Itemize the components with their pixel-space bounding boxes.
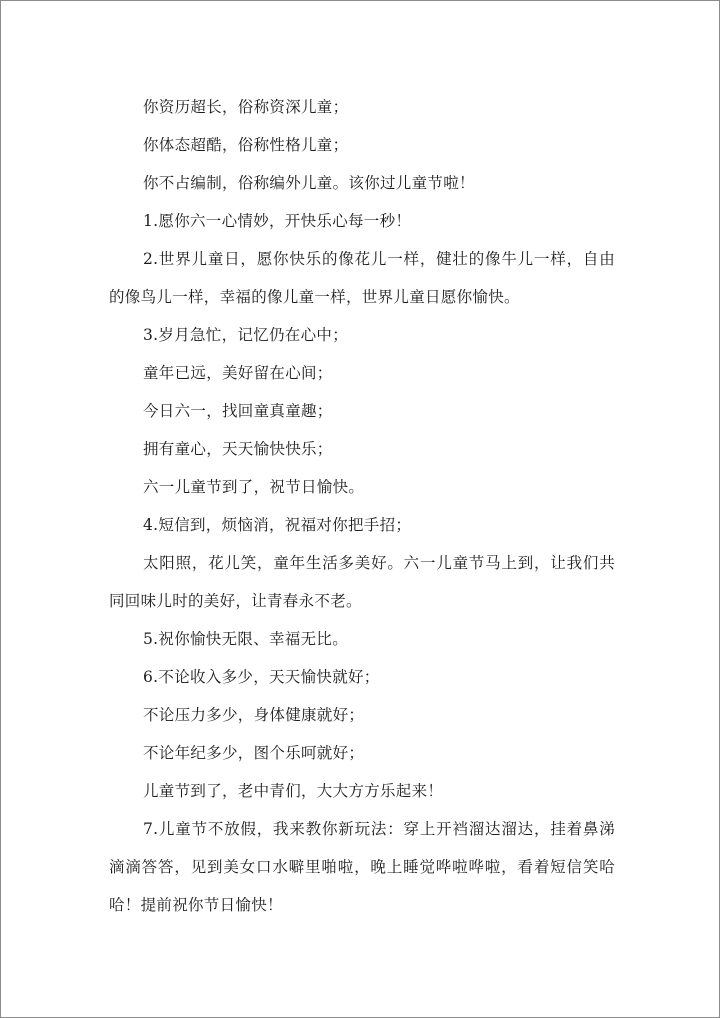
paragraph: 今日六一，找回童真童趣；	[143, 402, 333, 420]
paragraph: 5.祝你愉快无限、幸福无比。	[143, 630, 348, 648]
paragraph: 你体态超酷，俗称性格儿童；	[143, 136, 349, 154]
document-body	[109, 88, 615, 924]
paragraph: 6.不论收入多少，天天愉快就好；	[143, 668, 380, 686]
paragraph: 六一儿童节到了，祝节日愉快。	[143, 478, 365, 496]
paragraph: 不论压力多少，身体健康就好；	[143, 706, 365, 724]
paragraph: 你不占编制，俗称编外儿童。该你过儿童节啦！	[143, 174, 475, 192]
paragraph: 拥有童心，天天愉快快乐；	[143, 440, 333, 458]
paragraph: 1.愿你六一心情妙，开快乐心每一秒！	[143, 212, 412, 230]
paragraph: 儿童节到了，老中青们，大大方方乐起来！	[143, 782, 444, 800]
paragraph: 4.短信到，烦恼消，祝福对你把手招；	[143, 516, 412, 534]
paragraph: 2.世界儿童日，愿你快乐的像花儿一样，健壮的像牛儿一样，自由的像鸟儿一样，幸福的像儿童一样，世界儿童日愿你愉快。	[109, 250, 615, 306]
paragraph: 太阳照，花儿笑，童年生活多美好。六一儿童节马上到，让我们共同回味儿时的美好，让青春永不老。	[109, 554, 615, 610]
paragraph: 童年已远，美好留在心间；	[143, 364, 333, 382]
paragraph: 不论年纪多少，图个乐呵就好；	[143, 744, 365, 762]
paragraph: 7.儿童节不放假，我来教你新玩法：穿上开裆溜达溜达，挂着鼻涕滴滴答答，见到美女口水噼里啪啦，晚上睡觉哗啦哗啦，看着短信笑哈哈！提前祝你节日愉快！	[109, 820, 615, 914]
paragraph: 3.岁月急忙，记忆仍在心中；	[143, 326, 348, 344]
paragraph: 你资历超长，俗称资深儿童；	[143, 98, 349, 116]
